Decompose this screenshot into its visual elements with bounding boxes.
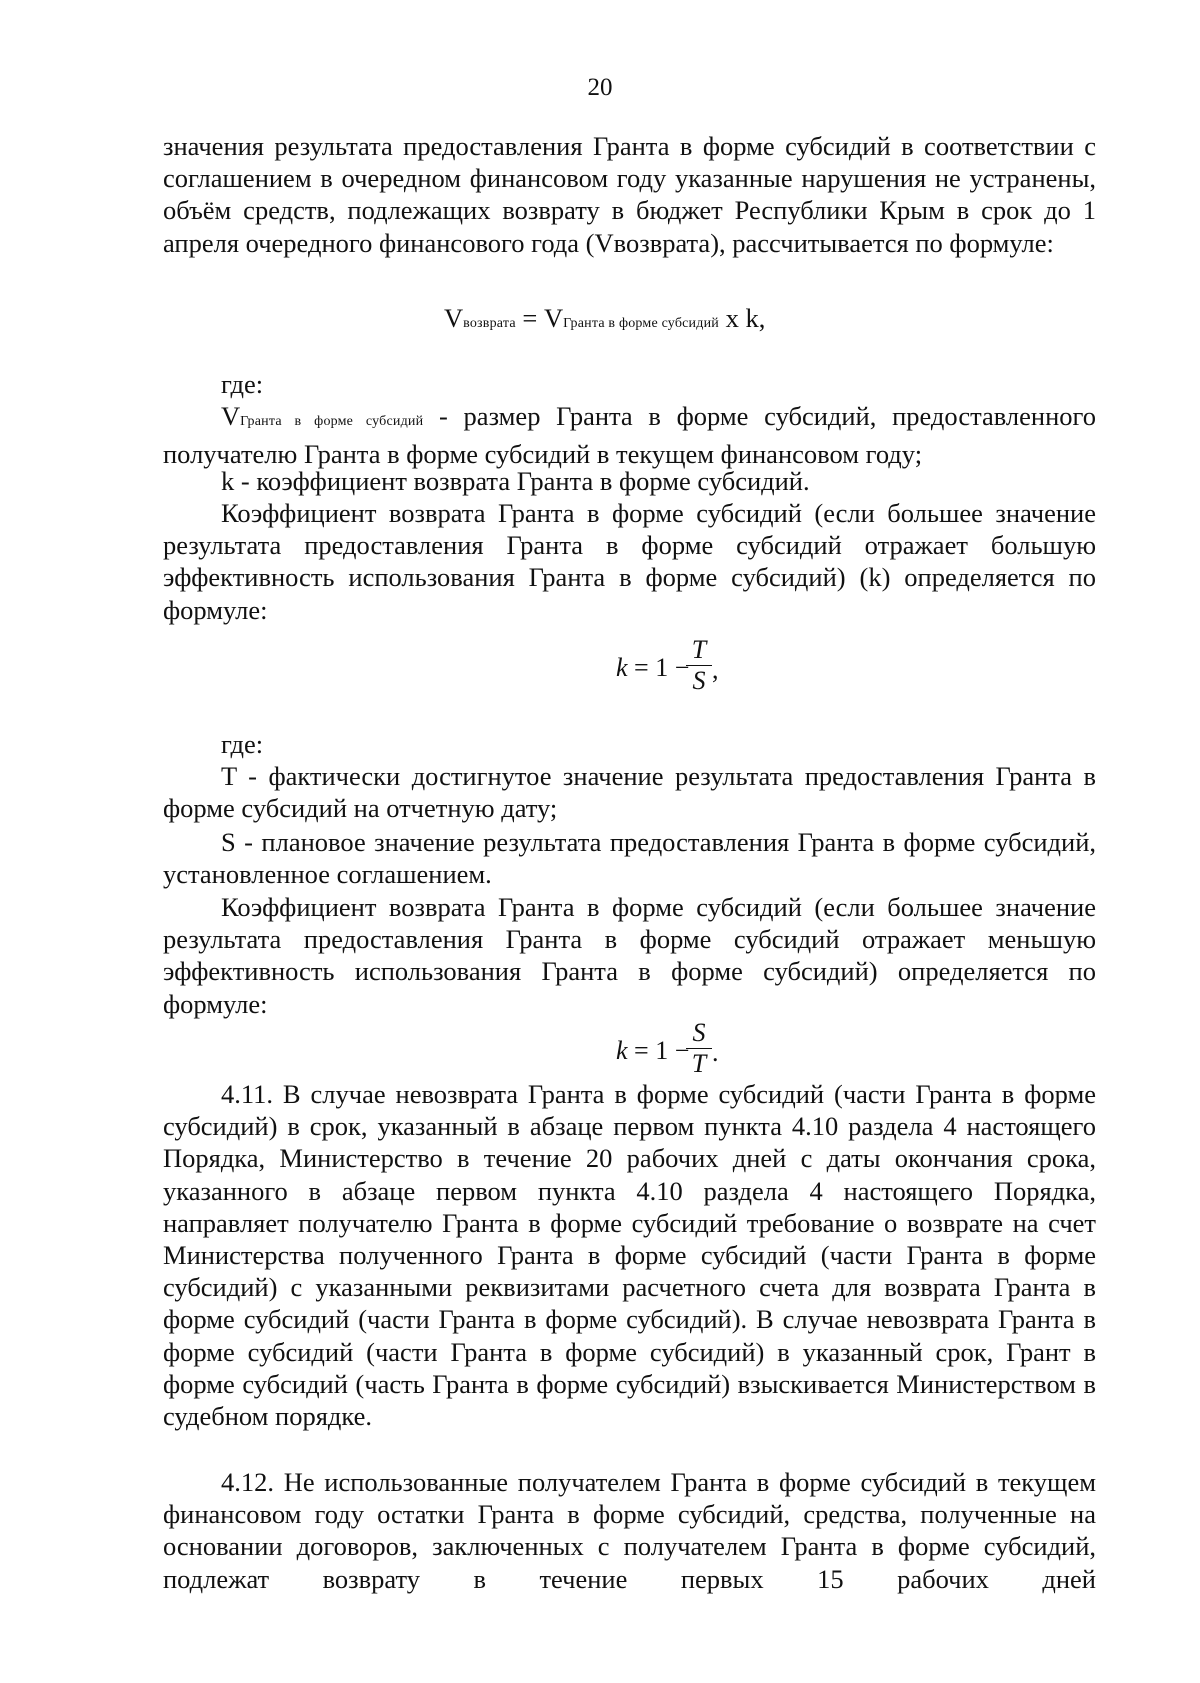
section-4-12: 4.12. Не использованные получателем Гранта в форме субсидий в текущем финансовом году остатки Гранта в форме субсидий, средства, полученные на основании договоров, заключенных с получателем Гранта в форме субсидий, подлежат возврату в течение первых 15 рабочих дней: [163, 1467, 1096, 1594]
formula-k-2: [616, 1036, 689, 1066]
formula-k-2-eq: = 1 −: [627, 1036, 690, 1065]
formula-v-return: [444, 302, 765, 340]
where-label-2: где:: [221, 729, 264, 759]
formula-k-1: [616, 653, 689, 683]
formula-k-2-lhs: k: [616, 1036, 628, 1065]
fraction-t-over-s: [685, 637, 713, 694]
formula-k-2-tail: .: [712, 1038, 719, 1067]
formula-k-1-lhs: k: [616, 653, 628, 682]
def-v-text: - размер Гранта в форме субсидий, предоставленного получателю Гранта в форме субсидий в текущем финансовом году;: [163, 401, 1096, 470]
intro-paragraph: значения результата предоставления Гранта в форме субсидий в соответствии с соглашением в очередном финансовом году указанные нарушения не устранены, объём средств, подлежащих возврату в бюджет Республики Крым в срок до 1 апреля очередного финансового года (Vвозврата), рассчитывается по формуле:: [163, 131, 1096, 258]
fraction-denominator: T: [691, 1049, 707, 1078]
coef-paragraph-1: Коэффициент возврата Гранта в форме субсидий (если большее значение результата предоставления Гранта в форме субсидий отражает большую эффективность использования Гранта в форме субсидий) (k) определяется по формуле:: [163, 498, 1096, 625]
formula-rhs-sub: Гранта в форме субсидий: [563, 316, 719, 331]
definition-s: S - плановое значение результата предоставления Гранта в форме субсидий, установленное соглашением.: [163, 827, 1096, 890]
definition-k: k - коэффициент возврата Гранта в форме субсидий.: [221, 466, 810, 496]
fraction-numerator: T: [691, 635, 707, 664]
formula-tail: x k,: [718, 303, 766, 333]
formula-k-1-eq: = 1 −: [627, 653, 690, 682]
where-label: где:: [221, 369, 264, 399]
formula-lhs: V: [444, 303, 464, 333]
fraction-numerator: S: [692, 1018, 706, 1047]
formula-rhs: V: [543, 303, 564, 333]
formula-eq: =: [515, 303, 544, 333]
formula-k-1-tail: ,: [712, 655, 719, 684]
section-4-11: 4.11. В случае невозврата Гранта в форме субсидий (части Гранта в форме субсидий) в срок, указанный в абзаце первом пункта 4.10 раздела 4 настоящего Порядка, Министерство в течение 20 рабочих дней с даты окончания срока, указанного в абзаце первом пункта 4.10 раздела 4 настоящего Порядка, направляет получателю Гранта в форме субсидий требование о возврате на счет Министерства полученного Гранта в форме субсидий (части Гранта в форме субсидий) с указанными реквизитами расчетного счета для возврата Гранта в форме субсидий (части Гранта в форме субсидий). В случае невозврата Гранта в форме субсидий (части Гранта в форме субсидий) в указанный срок, Грант в форме субсидий (часть Гранта в форме субсидий) взыскивается Министерством в судебном порядке.: [163, 1079, 1096, 1432]
fraction-denominator: S: [692, 666, 706, 695]
definition-t: T - фактически достигнутое значение результата предоставления Гранта в форме субсидий на отчетную дату;: [163, 761, 1096, 824]
page-number: 20: [587, 74, 613, 101]
coef-paragraph-2: Коэффициент возврата Гранта в форме субсидий (если большее значение результата предоставления Гранта в форме субсидий отражает меньшую эффективность использования Гранта в форме субсидий) определяется по формуле:: [163, 892, 1096, 1019]
formula-lhs-sub: возврата: [463, 316, 516, 331]
def-v-symbol: V: [221, 401, 241, 431]
fraction-s-over-t: [685, 1020, 713, 1077]
definition-v: [163, 400, 1096, 470]
def-v-sub: Гранта в форме субсидий: [240, 414, 424, 429]
